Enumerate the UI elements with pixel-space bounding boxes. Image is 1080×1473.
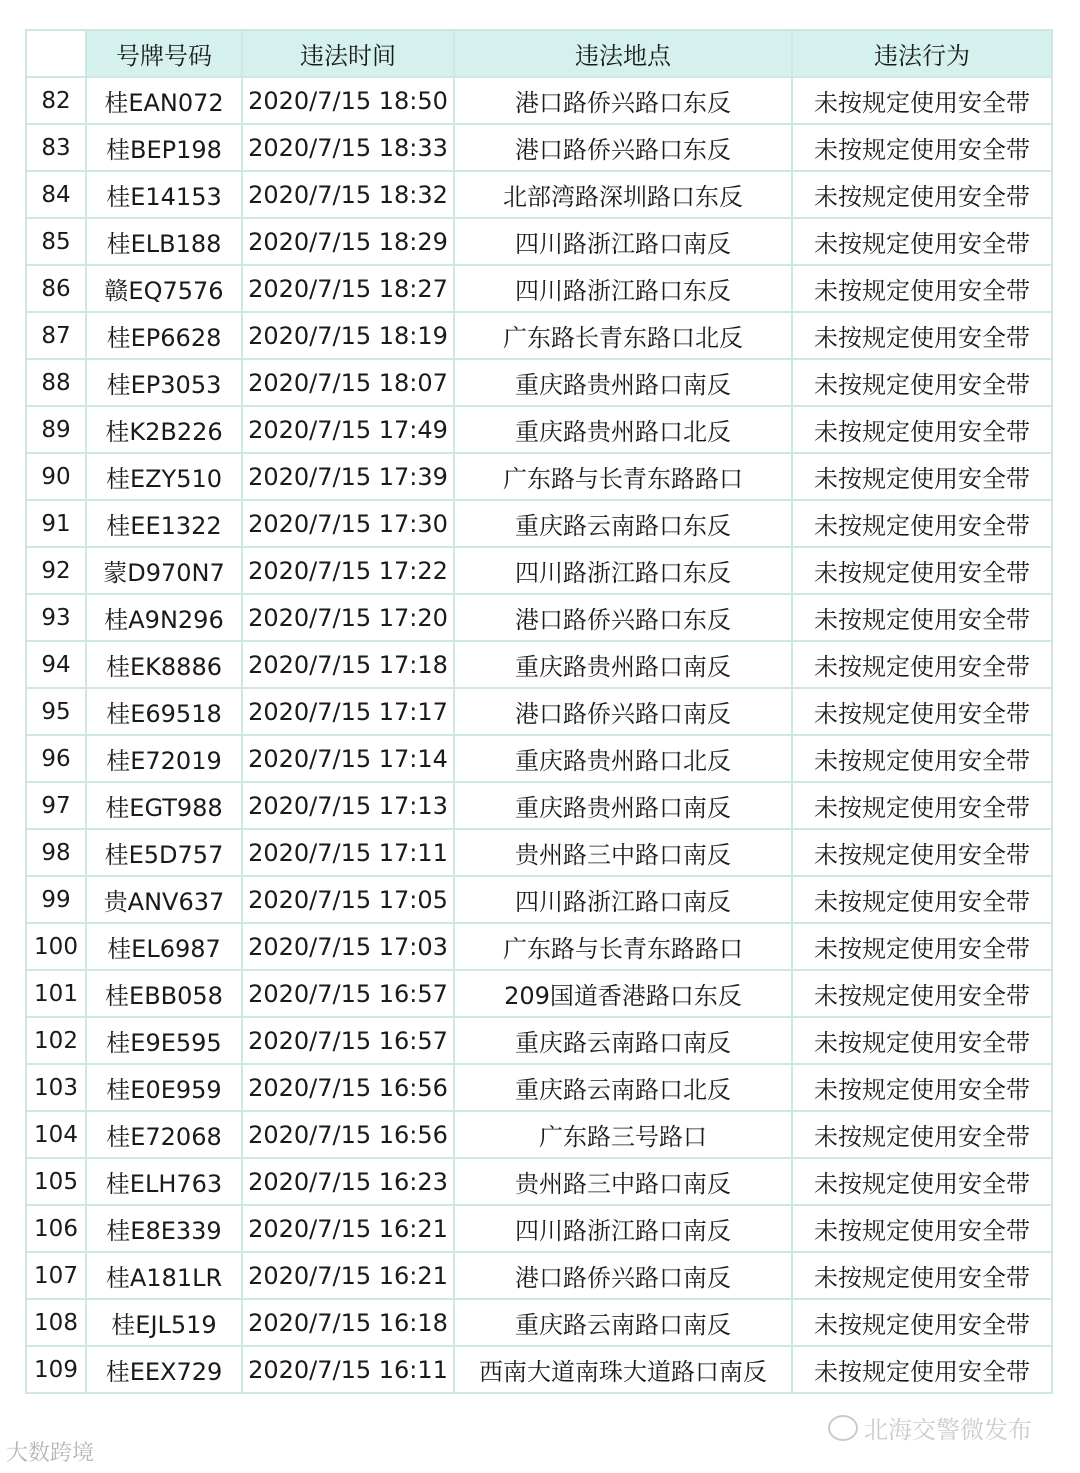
violation-location: 贵州路三中路口南反: [454, 829, 792, 876]
violation-behavior: 未按规定使用安全带: [792, 265, 1052, 312]
violation-behavior: 未按规定使用安全带: [792, 218, 1052, 265]
header-violation: 违法行为: [792, 30, 1052, 77]
table-row: [26, 641, 1052, 688]
violation-time: 2020/7/15 18:29: [242, 218, 454, 265]
violation-location: 四川路浙江路口东反: [454, 547, 792, 594]
plate-number: 桂A9N296: [86, 594, 242, 641]
table-row: [26, 500, 1052, 547]
violation-behavior: 未按规定使用安全带: [792, 1299, 1052, 1346]
row-number: 95: [26, 688, 86, 735]
violations-table-container: [25, 29, 1051, 1394]
table-row: [26, 594, 1052, 641]
row-number: 92: [26, 547, 86, 594]
row-number: 88: [26, 359, 86, 406]
violation-behavior: 未按规定使用安全带: [792, 876, 1052, 923]
violation-behavior: 未按规定使用安全带: [792, 829, 1052, 876]
plate-number: 桂E9E595: [86, 1017, 242, 1064]
plate-number: 贵ANV637: [86, 876, 242, 923]
violation-location: 重庆路云南路口东反: [454, 500, 792, 547]
violation-time: 2020/7/15 16:21: [242, 1205, 454, 1252]
row-number: 107: [26, 1252, 86, 1299]
plate-number: 桂E69518: [86, 688, 242, 735]
violation-behavior: 未按规定使用安全带: [792, 453, 1052, 500]
table-row: [26, 1252, 1052, 1299]
row-number: 97: [26, 782, 86, 829]
plate-number: 桂EL6987: [86, 923, 242, 970]
watermark-right-text: 北海交警微发布: [864, 1416, 1032, 1444]
wechat-icon: [828, 1415, 858, 1441]
violation-location: 重庆路贵州路口南反: [454, 782, 792, 829]
violation-location: 重庆路贵州路口南反: [454, 641, 792, 688]
plate-number: 蒙D970N7: [86, 547, 242, 594]
row-number: 86: [26, 265, 86, 312]
violation-behavior: 未按规定使用安全带: [792, 1064, 1052, 1111]
violation-behavior: 未按规定使用安全带: [792, 77, 1052, 124]
row-number: 90: [26, 453, 86, 500]
table-row: [26, 688, 1052, 735]
violation-behavior: 未按规定使用安全带: [792, 735, 1052, 782]
header-plate: 号牌号码: [86, 30, 242, 77]
row-number: 82: [26, 77, 86, 124]
violation-time: 2020/7/15 17:03: [242, 923, 454, 970]
row-number: 94: [26, 641, 86, 688]
table-row: [26, 265, 1052, 312]
row-number: 101: [26, 970, 86, 1017]
table-row: [26, 1017, 1052, 1064]
table-row: [26, 312, 1052, 359]
row-number: 84: [26, 171, 86, 218]
row-number: 89: [26, 406, 86, 453]
row-number: 109: [26, 1346, 86, 1393]
table-row: [26, 923, 1052, 970]
violation-time: 2020/7/15 17:13: [242, 782, 454, 829]
table-row: [26, 1158, 1052, 1205]
plate-number: 桂E14153: [86, 171, 242, 218]
violation-time: 2020/7/15 16:56: [242, 1111, 454, 1158]
violation-location: 广东路长青东路口北反: [454, 312, 792, 359]
plate-number: 桂E72068: [86, 1111, 242, 1158]
violation-location: 重庆路云南路口南反: [454, 1017, 792, 1064]
row-number: 83: [26, 124, 86, 171]
table-row: [26, 876, 1052, 923]
plate-number: 桂EP3053: [86, 359, 242, 406]
plate-number: 桂ELB188: [86, 218, 242, 265]
table-row: [26, 1346, 1052, 1393]
watermark-right: [828, 1410, 1032, 1445]
plate-number: 桂EAN072: [86, 77, 242, 124]
violation-time: 2020/7/15 18:27: [242, 265, 454, 312]
plate-number: 桂EBB058: [86, 970, 242, 1017]
row-number: 102: [26, 1017, 86, 1064]
violation-behavior: 未按规定使用安全带: [792, 124, 1052, 171]
header-time: 违法时间: [242, 30, 454, 77]
violation-location: 四川路浙江路口东反: [454, 265, 792, 312]
violation-time: 2020/7/15 16:57: [242, 1017, 454, 1064]
plate-number: 桂E0E959: [86, 1064, 242, 1111]
plate-number: 桂EE1322: [86, 500, 242, 547]
row-number: 93: [26, 594, 86, 641]
violation-behavior: 未按规定使用安全带: [792, 359, 1052, 406]
violation-location: 209国道香港路口东反: [454, 970, 792, 1017]
table-row: [26, 453, 1052, 500]
violation-time: 2020/7/15 18:33: [242, 124, 454, 171]
table-header: [26, 30, 1052, 77]
violation-location: 四川路浙江路口南反: [454, 218, 792, 265]
plate-number: 赣EQ7576: [86, 265, 242, 312]
violation-location: 四川路浙江路口南反: [454, 1205, 792, 1252]
violation-location: 北部湾路深圳路口东反: [454, 171, 792, 218]
row-number: 104: [26, 1111, 86, 1158]
plate-number: 桂E8E339: [86, 1205, 242, 1252]
table-row: [26, 124, 1052, 171]
row-number: 106: [26, 1205, 86, 1252]
violation-time: 2020/7/15 17:14: [242, 735, 454, 782]
plate-number: 桂EJL519: [86, 1299, 242, 1346]
violation-location: 港口路侨兴路口东反: [454, 594, 792, 641]
table-row: [26, 218, 1052, 265]
violation-time: 2020/7/15 17:39: [242, 453, 454, 500]
violation-behavior: 未按规定使用安全带: [792, 782, 1052, 829]
table-row: [26, 970, 1052, 1017]
row-number: 85: [26, 218, 86, 265]
violation-behavior: 未按规定使用安全带: [792, 641, 1052, 688]
violation-behavior: 未按规定使用安全带: [792, 1158, 1052, 1205]
violation-behavior: 未按规定使用安全带: [792, 1252, 1052, 1299]
plate-number: 桂BEP198: [86, 124, 242, 171]
violation-time: 2020/7/15 17:17: [242, 688, 454, 735]
plate-number: 桂EEX729: [86, 1346, 242, 1393]
table-row: [26, 1205, 1052, 1252]
violation-time: 2020/7/15 17:49: [242, 406, 454, 453]
violation-time: 2020/7/15 17:20: [242, 594, 454, 641]
plate-number: 桂E72019: [86, 735, 242, 782]
plate-number: 桂EK8886: [86, 641, 242, 688]
watermark-left: [6, 1436, 94, 1467]
table-row: [26, 829, 1052, 876]
violation-time: 2020/7/15 17:30: [242, 500, 454, 547]
violation-behavior: 未按规定使用安全带: [792, 923, 1052, 970]
violation-behavior: 未按规定使用安全带: [792, 1205, 1052, 1252]
violation-time: 2020/7/15 16:57: [242, 970, 454, 1017]
violation-location: 贵州路三中路口南反: [454, 1158, 792, 1205]
violation-time: 2020/7/15 16:23: [242, 1158, 454, 1205]
table-row: [26, 735, 1052, 782]
table-body: [26, 77, 1052, 1393]
violation-behavior: 未按规定使用安全带: [792, 594, 1052, 641]
violation-time: 2020/7/15 16:21: [242, 1252, 454, 1299]
violation-behavior: 未按规定使用安全带: [792, 547, 1052, 594]
violation-location: 重庆路云南路口南反: [454, 1299, 792, 1346]
table-row: [26, 1064, 1052, 1111]
plate-number: 桂EP6628: [86, 312, 242, 359]
row-number: 100: [26, 923, 86, 970]
violation-time: 2020/7/15 18:32: [242, 171, 454, 218]
table-row: [26, 782, 1052, 829]
row-number: 105: [26, 1158, 86, 1205]
violation-location: 西南大道南珠大道路口南反: [454, 1346, 792, 1393]
violation-location: 广东路与长青东路路口: [454, 453, 792, 500]
violation-location: 重庆路云南路口北反: [454, 1064, 792, 1111]
violation-location: 重庆路贵州路口南反: [454, 359, 792, 406]
row-number: 103: [26, 1064, 86, 1111]
violation-time: 2020/7/15 17:18: [242, 641, 454, 688]
table-row: [26, 1111, 1052, 1158]
violation-behavior: 未按规定使用安全带: [792, 1111, 1052, 1158]
violation-location: 重庆路贵州路口北反: [454, 406, 792, 453]
violation-time: 2020/7/15 16:56: [242, 1064, 454, 1111]
violation-time: 2020/7/15 16:11: [242, 1346, 454, 1393]
plate-number: 桂K2B226: [86, 406, 242, 453]
plate-number: 桂E5D757: [86, 829, 242, 876]
plate-number: 桂A181LR: [86, 1252, 242, 1299]
violation-time: 2020/7/15 16:18: [242, 1299, 454, 1346]
violation-location: 港口路侨兴路口东反: [454, 124, 792, 171]
violation-behavior: 未按规定使用安全带: [792, 406, 1052, 453]
violation-location: 广东路三号路口: [454, 1111, 792, 1158]
table-row: [26, 77, 1052, 124]
table-row: [26, 1299, 1052, 1346]
violation-behavior: 未按规定使用安全带: [792, 688, 1052, 735]
row-number: 91: [26, 500, 86, 547]
plate-number: 桂EGT988: [86, 782, 242, 829]
violation-location: 港口路侨兴路口南反: [454, 1252, 792, 1299]
violation-location: 广东路与长青东路路口: [454, 923, 792, 970]
table-row: [26, 359, 1052, 406]
violation-behavior: 未按规定使用安全带: [792, 970, 1052, 1017]
table-row: [26, 547, 1052, 594]
plate-number: 桂EZY510: [86, 453, 242, 500]
violation-time: 2020/7/15 17:11: [242, 829, 454, 876]
row-number: 98: [26, 829, 86, 876]
violation-behavior: 未按规定使用安全带: [792, 171, 1052, 218]
row-number: 108: [26, 1299, 86, 1346]
violation-time: 2020/7/15 17:05: [242, 876, 454, 923]
violation-behavior: 未按规定使用安全带: [792, 1017, 1052, 1064]
violation-location: 港口路侨兴路口南反: [454, 688, 792, 735]
table-row: [26, 406, 1052, 453]
violation-behavior: 未按规定使用安全带: [792, 312, 1052, 359]
violation-time: 2020/7/15 18:07: [242, 359, 454, 406]
violation-time: 2020/7/15 18:50: [242, 77, 454, 124]
violation-time: 2020/7/15 18:19: [242, 312, 454, 359]
violation-behavior: 未按规定使用安全带: [792, 500, 1052, 547]
violation-location: 重庆路贵州路口北反: [454, 735, 792, 782]
watermark-left-text: 大数跨境: [6, 1441, 95, 1466]
violation-behavior: 未按规定使用安全带: [792, 1346, 1052, 1393]
header-row: [26, 30, 1052, 77]
row-number: 96: [26, 735, 86, 782]
plate-number: 桂ELH763: [86, 1158, 242, 1205]
header-location: 违法地点: [454, 30, 792, 77]
row-number: 87: [26, 312, 86, 359]
violation-location: 港口路侨兴路口东反: [454, 77, 792, 124]
violations-table: [25, 29, 1053, 1394]
violation-time: 2020/7/15 17:22: [242, 547, 454, 594]
header-index-cell: [26, 30, 86, 77]
violation-location: 四川路浙江路口南反: [454, 876, 792, 923]
table-row: [26, 171, 1052, 218]
row-number: 99: [26, 876, 86, 923]
